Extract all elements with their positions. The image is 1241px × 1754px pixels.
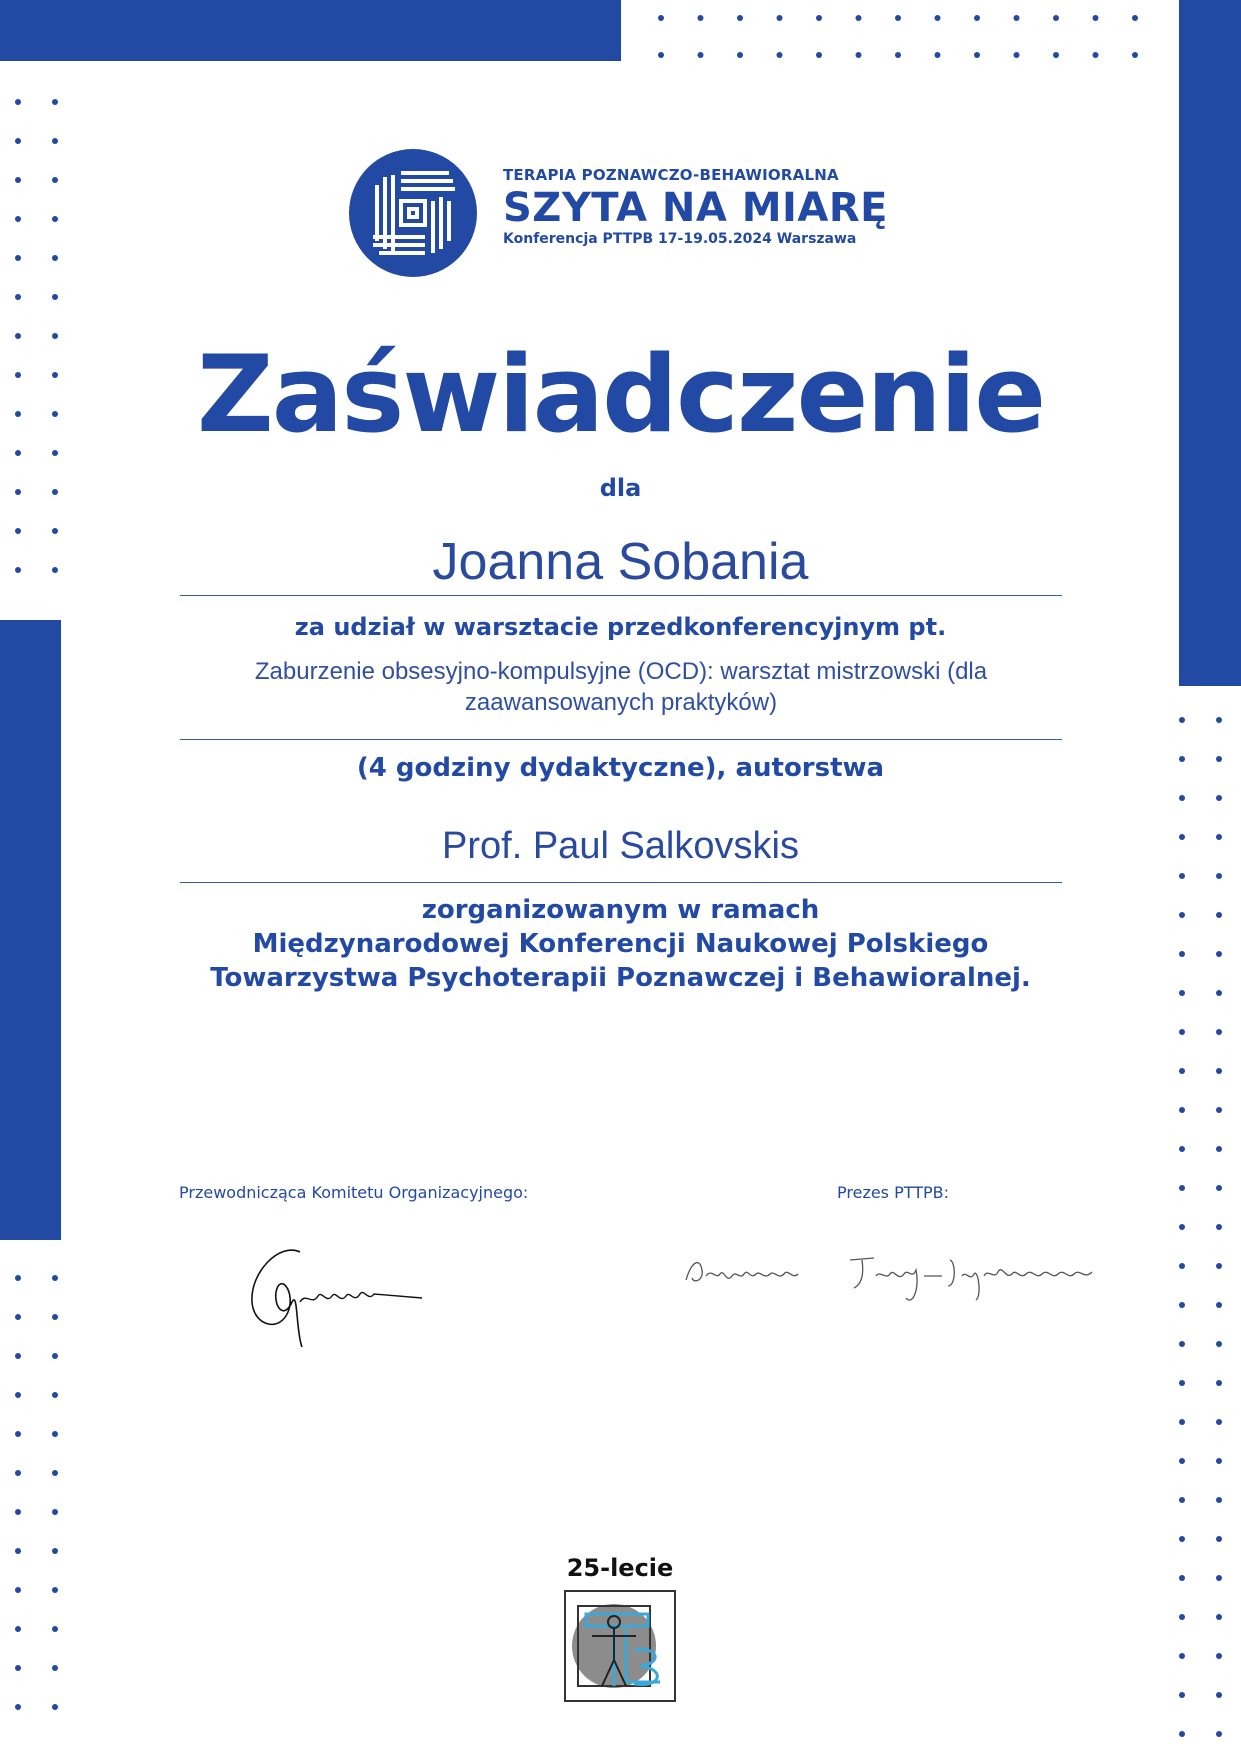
decorative-dot <box>1179 1107 1185 1113</box>
decorative-dot <box>1179 1731 1185 1737</box>
pttpb-anniversary-logo-icon <box>564 1590 676 1702</box>
decorative-dot <box>15 1665 21 1671</box>
decorative-dot <box>1093 15 1099 21</box>
decorative-dot <box>856 15 862 21</box>
organized-line3: Towarzystwa Psychoterapii Poznawczej i Behawioralnej. <box>210 963 1031 993</box>
decorative-dot <box>52 1353 58 1359</box>
decorative-dot <box>1093 52 1099 58</box>
decorative-dot <box>1179 1497 1185 1503</box>
decorative-dot <box>1216 1653 1222 1659</box>
decorative-dot <box>777 15 783 21</box>
decorative-dot <box>935 52 941 58</box>
certificate-title: Zaświadczenie <box>196 333 1045 456</box>
decorative-dot <box>15 1275 21 1281</box>
decorative-dot <box>15 1392 21 1398</box>
decorative-dot <box>1179 1146 1185 1152</box>
decorative-dot <box>1216 1107 1222 1113</box>
decorative-dot <box>1216 1341 1222 1347</box>
conference-header <box>503 166 923 248</box>
decorative-dot <box>1216 1458 1222 1464</box>
chair-signature-icon <box>240 1232 430 1356</box>
decorative-dot <box>1216 1068 1222 1074</box>
decorative-dot <box>777 52 783 58</box>
organizing-committee-label: Przewodnicząca Komitetu Organizacyjnego: <box>179 1183 529 1202</box>
decorative-dot <box>15 1548 21 1554</box>
decorative-dot <box>737 15 743 21</box>
decorative-dot <box>1132 15 1138 21</box>
decorative-dot <box>15 1314 21 1320</box>
decorative-dot <box>15 177 21 183</box>
decorative-dot <box>1216 1497 1222 1503</box>
decorative-dot <box>52 177 58 183</box>
conference-title: SZYTA NA MIARĘ <box>503 185 888 231</box>
decorative-dot <box>1216 873 1222 879</box>
decorative-dot <box>1216 1614 1222 1620</box>
decorative-dot <box>52 1626 58 1632</box>
decorative-dot <box>1216 717 1222 723</box>
decorative-dot <box>1179 1692 1185 1698</box>
decorative-dot <box>15 255 21 261</box>
decorative-dot <box>856 52 862 58</box>
decorative-dot <box>15 1431 21 1437</box>
decorative-dot <box>1216 1380 1222 1386</box>
decorative-dot <box>52 1470 58 1476</box>
decorative-dot <box>1053 15 1059 21</box>
decorative-dot <box>895 52 901 58</box>
decorative-dot <box>1179 1419 1185 1425</box>
decorative-dot <box>816 52 822 58</box>
decorative-dot <box>52 255 58 261</box>
decorative-dot <box>658 15 664 21</box>
hours-text: (4 godziny dydaktyczne), autorstwa <box>356 753 885 783</box>
decorative-dot <box>1216 795 1222 801</box>
decorative-dot <box>52 1509 58 1515</box>
decorative-dot <box>52 1275 58 1281</box>
conference-subtitle: TERAPIA POZNAWCZO-BEHAWIORALNA <box>503 166 839 184</box>
decorative-dot <box>1053 52 1059 58</box>
decorative-dot <box>1216 1029 1222 1035</box>
decorative-dot <box>1179 717 1185 723</box>
decorative-dot <box>52 1704 58 1710</box>
anniversary-label: 25-lecie <box>566 1554 674 1582</box>
decorative-dot <box>1179 1224 1185 1230</box>
decorative-dot <box>1216 1146 1222 1152</box>
decorative-dot <box>15 216 21 222</box>
organized-line1: zorganizowanym w ramach <box>421 895 820 925</box>
decorative-dot <box>1179 1185 1185 1191</box>
decorative-dot <box>658 52 664 58</box>
workshop-underline <box>180 739 1062 740</box>
decorative-dot <box>974 15 980 21</box>
decorative-dot <box>52 1548 58 1554</box>
dot-grid-left-lower <box>12 1272 72 1742</box>
decorative-dot <box>15 294 21 300</box>
decorative-dot <box>15 99 21 105</box>
decorative-dot <box>52 294 58 300</box>
decorative-dot <box>1179 1341 1185 1347</box>
decorative-dot <box>15 1704 21 1710</box>
decorative-dot <box>895 15 901 21</box>
decorative-dot <box>52 1587 58 1593</box>
decorative-dot <box>1179 1029 1185 1035</box>
decorative-dot <box>698 52 704 58</box>
decorative-dot <box>737 52 743 58</box>
president-label: Prezes PTTPB: <box>837 1183 950 1202</box>
author-name: Prof. Paul Salkovskis <box>442 825 799 867</box>
decorative-dot <box>1216 1692 1222 1698</box>
decorative-dot <box>1179 1302 1185 1308</box>
decorative-dot <box>974 52 980 58</box>
organized-text <box>0 893 1241 995</box>
decorative-dot <box>52 1431 58 1437</box>
decorative-dot <box>816 15 822 21</box>
decorative-dot <box>52 1392 58 1398</box>
decorative-dot <box>1014 52 1020 58</box>
decorative-dot <box>52 1314 58 1320</box>
decorative-dot <box>1179 1380 1185 1386</box>
decorative-dot <box>698 15 704 21</box>
conference-logo-icon <box>349 149 477 277</box>
decorative-dot <box>52 99 58 105</box>
dot-grid-top <box>655 12 1155 62</box>
decorative-dot <box>1216 1536 1222 1542</box>
decorative-dot <box>15 1587 21 1593</box>
decorative-dot <box>1179 1575 1185 1581</box>
decorative-dot <box>1216 1185 1222 1191</box>
decorative-dot <box>1179 1614 1185 1620</box>
decorative-dot <box>1216 1419 1222 1425</box>
author-underline <box>180 882 1062 883</box>
decorative-dot <box>1179 795 1185 801</box>
decorative-dot <box>1179 1653 1185 1659</box>
decorative-dot <box>1014 15 1020 21</box>
decorative-dot <box>52 1665 58 1671</box>
decorative-dot <box>15 1626 21 1632</box>
decorative-dot <box>1179 1068 1185 1074</box>
decorative-dot <box>1179 1458 1185 1464</box>
decorative-dot <box>1179 1263 1185 1269</box>
recipient-underline <box>180 595 1062 596</box>
workshop-title-line2: zaawansowanych praktyków) <box>464 689 778 716</box>
workshop-title <box>190 656 1052 718</box>
president-signature-icon <box>680 1240 1130 1314</box>
decorative-dot <box>935 15 941 21</box>
conference-dates: Konferencja PTTPB 17-19.05.2024 Warszawa <box>503 231 857 247</box>
decorative-dot <box>1132 52 1138 58</box>
decorative-dot <box>15 138 21 144</box>
decorative-dot <box>52 216 58 222</box>
decorative-dot <box>15 1509 21 1515</box>
decorative-dot <box>1216 1302 1222 1308</box>
decorative-dot <box>1216 1263 1222 1269</box>
decorative-dot <box>1216 1731 1222 1737</box>
for-label: dla <box>599 474 642 502</box>
workshop-title-line1: Zaburzenie obsesyjno-kompulsyjne (OCD): warsztat mistrzowski (dla <box>254 658 988 685</box>
decorative-dot <box>1216 1224 1222 1230</box>
decorative-dot <box>52 138 58 144</box>
recipient-name: Joanna Sobania <box>432 533 809 591</box>
decorative-dot <box>1179 1536 1185 1542</box>
decorative-dot <box>1179 873 1185 879</box>
organized-line2: Międzynarodowej Konferencji Naukowej Polskiego <box>252 929 989 959</box>
participation-text: za udział w warsztacie przedkonferencyjnym pt. <box>294 613 947 641</box>
top-blue-bar <box>0 0 621 61</box>
decorative-dot <box>1216 1575 1222 1581</box>
decorative-dot <box>15 1470 21 1476</box>
decorative-dot <box>15 1353 21 1359</box>
